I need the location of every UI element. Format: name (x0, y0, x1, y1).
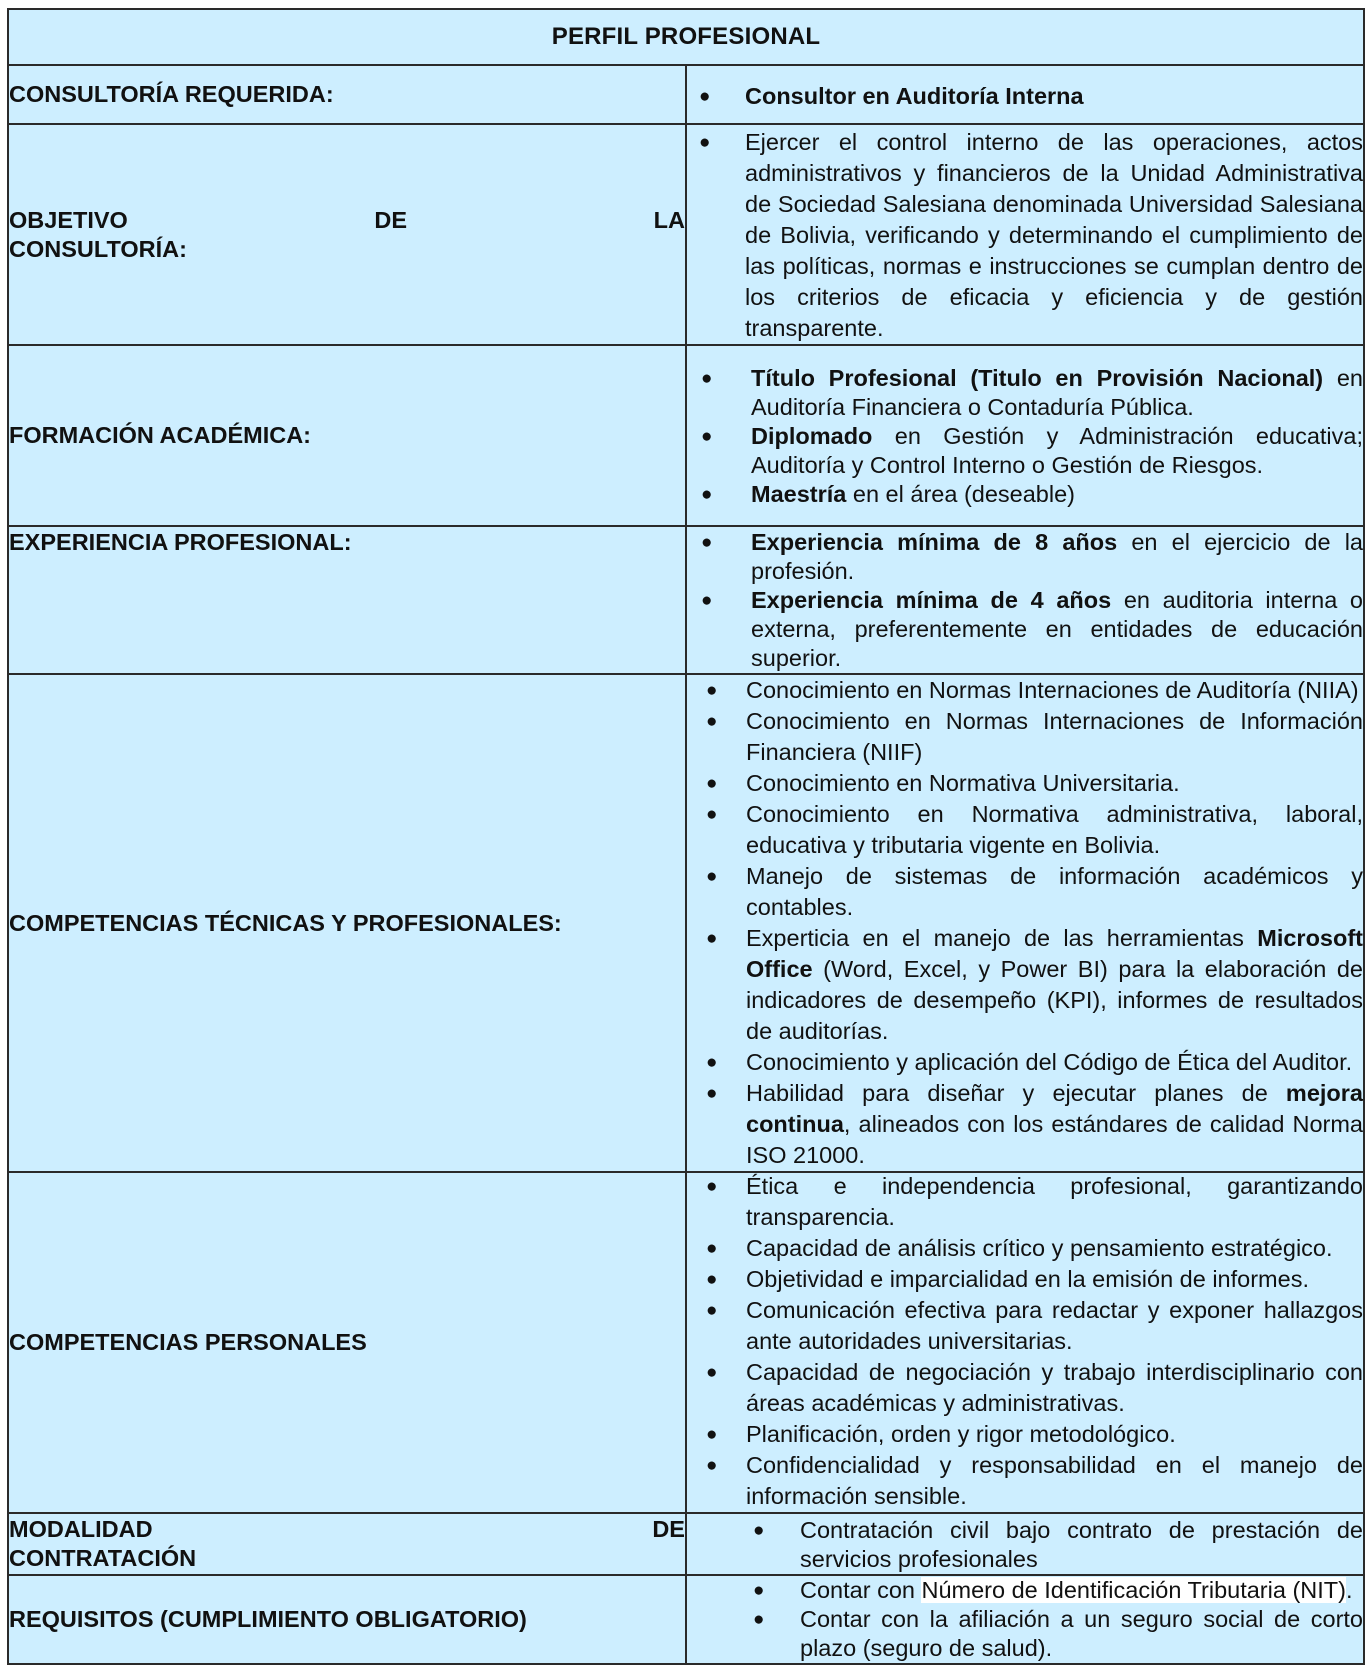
list-item (687, 923, 1363, 1047)
item-text: en auditoria interna o externa, preferentemente en entidades de educación superior. (751, 587, 1363, 671)
label-objetivo (8, 124, 686, 345)
list-item: ● Capacidad de negociación y trabajo interdisciplinario con áreas académicas y administrativas. (687, 1357, 1363, 1419)
list-item: ● Capacidad de análisis crítico y pensamiento estratégico. (687, 1233, 1363, 1264)
item-bold: Maestría (751, 480, 847, 507)
content-requisitos (686, 1575, 1364, 1664)
list-item: ● Ética e independencia profesional, garantizando transparencia. (687, 1171, 1363, 1233)
list-item (687, 528, 1363, 586)
list-item (687, 1605, 1363, 1663)
content-modalidad (686, 1513, 1364, 1575)
list-item (687, 1576, 1363, 1605)
row-requisitos (8, 1575, 1364, 1664)
row-tecnicas (8, 674, 1364, 1172)
list-item (687, 422, 1363, 480)
item-text: Habilidad para diseñar y ejecutar planes de (746, 1080, 1286, 1106)
list-item: ● Planificación, orden y rigor metodológico. (687, 1419, 1363, 1450)
list-item: ● Comunicación efectiva para redactar y exponer hallazgos ante autoridades universitarias. (687, 1295, 1363, 1357)
item-highlight: Número de Identificación Tributaria (NIT) (921, 1577, 1346, 1603)
list-item (687, 1047, 1363, 1078)
list-item: ● Confidencialidad y responsabilidad en el manejo de información sensible. (687, 1450, 1363, 1512)
list-item (687, 706, 1363, 768)
label-personales: COMPETENCIAS PERSONALES (8, 1172, 686, 1513)
item-text: Conocimiento en Normativa Universitaria. (746, 770, 1180, 796)
item-text: Conocimiento y aplicación del Código de Ética del Auditor. (746, 1049, 1353, 1075)
row-objetivo (8, 124, 1364, 345)
content-objetivo (686, 124, 1364, 345)
list-item (687, 861, 1363, 923)
label-modalidad-line1: MODALIDAD DE (9, 1516, 685, 1542)
row-modalidad (8, 1513, 1364, 1575)
label-formacion: FORMACIÓN ACADÉMICA: (8, 345, 686, 526)
item-text: Contar con la afiliación a un seguro social de corto plazo (seguro de salud). (800, 1606, 1363, 1661)
content-experiencia (686, 526, 1364, 674)
item-bold: Título Profesional (Titulo en Provisión Nacional) (751, 364, 1324, 391)
item-text: en Gestión y Administración educativa; Auditoría y Control Interno o Gestión de Riesgos. (751, 422, 1363, 478)
table-title: PERFIL PROFESIONAL (8, 9, 1364, 65)
item-text: en Auditoría Financiera o Contaduría Pública. (751, 364, 1363, 420)
item-text: . (1345, 1577, 1353, 1603)
list-item: ● Ejercer el control interno de las operaciones, actos administrativos y financieros de la Unidad Administrativa de Sociedad Salesiana denominada Universidad Salesiana de Bolivia, verificando y determinando el cumplimiento de las políticas, normas e instrucciones se cumplan dentro de los criterios de eficacia y eficiencia y de gestión transparente. (687, 127, 1363, 344)
content-formacion (686, 345, 1364, 526)
row-personales (8, 1172, 1364, 1513)
list-item (687, 799, 1363, 861)
item-text: Conocimiento en Normas Internaciones de Información Financiera (NIIF) (746, 708, 1363, 765)
item-text: Conocimiento en Normativa administrativa, laboral, educativa y tributaria vigente en Bolivia. (746, 801, 1363, 858)
item-text: Contar con (800, 1577, 922, 1603)
item-text: en el área (deseable) (846, 480, 1075, 507)
item-bold: Microsoft Office (746, 925, 1363, 982)
item-bold: mejora continua (746, 1080, 1363, 1137)
content-tecnicas (686, 674, 1364, 1172)
list-item (687, 480, 1363, 509)
content-personales (686, 1172, 1364, 1513)
item-text: Manejo de sistemas de información académicos y contables. (746, 863, 1363, 920)
list-item (687, 675, 1363, 706)
label-modalidad-line2: CONTRATACIÓN (9, 1545, 197, 1571)
item-text: (Word, Excel, y Power BI) para la elaboración de indicadores de desempeño (KPI), informes de resultados de auditorías. (746, 956, 1363, 1044)
item-bold: Diplomado (751, 422, 873, 449)
item-text: , alineados con los estándares de calidad Norma ISO 21000. (746, 1111, 1363, 1168)
profile-table (7, 8, 1365, 1665)
title-row (8, 9, 1364, 65)
row-consultoria (8, 65, 1364, 124)
list-item: ● Consultor en Auditoría Interna (687, 82, 1363, 111)
content-consultoria (686, 65, 1364, 124)
list-item (687, 768, 1363, 799)
row-experiencia (8, 526, 1364, 674)
label-tecnicas: COMPETENCIAS TÉCNICAS Y PROFESIONALES: (8, 674, 686, 1172)
label-requisitos: REQUISITOS (CUMPLIMIENTO OBLIGATORIO) (8, 1575, 686, 1664)
list-item (687, 586, 1363, 673)
item-bold: Experiencia mínima de 8 años (751, 529, 1118, 555)
list-item: ● Objetividad e imparcialidad en la emisión de informes. (687, 1264, 1363, 1295)
item-text: en el ejercicio de la profesión. (751, 529, 1363, 584)
item-text: Conocimiento en Normas Internaciones de Auditoría (NIIA) (746, 677, 1359, 703)
label-modalidad (8, 1513, 686, 1575)
list-item (687, 1078, 1363, 1171)
label-objetivo-line1: OBJETIVO DE LA (9, 206, 685, 233)
label-objetivo-line2: CONSULTORÍA: (9, 235, 187, 262)
row-formacion (8, 345, 1364, 526)
label-consultoria: CONSULTORÍA REQUERIDA: (8, 65, 686, 124)
item-text: Experticia en el manejo de las herramientas (746, 925, 1258, 951)
item-bold: Experiencia mínima de 4 años (751, 587, 1112, 613)
list-item: ● Contratación civil bajo contrato de prestación de servicios profesionales (687, 1516, 1363, 1574)
list-item (687, 364, 1363, 422)
label-experiencia: EXPERIENCIA PROFESIONAL: (8, 526, 686, 674)
